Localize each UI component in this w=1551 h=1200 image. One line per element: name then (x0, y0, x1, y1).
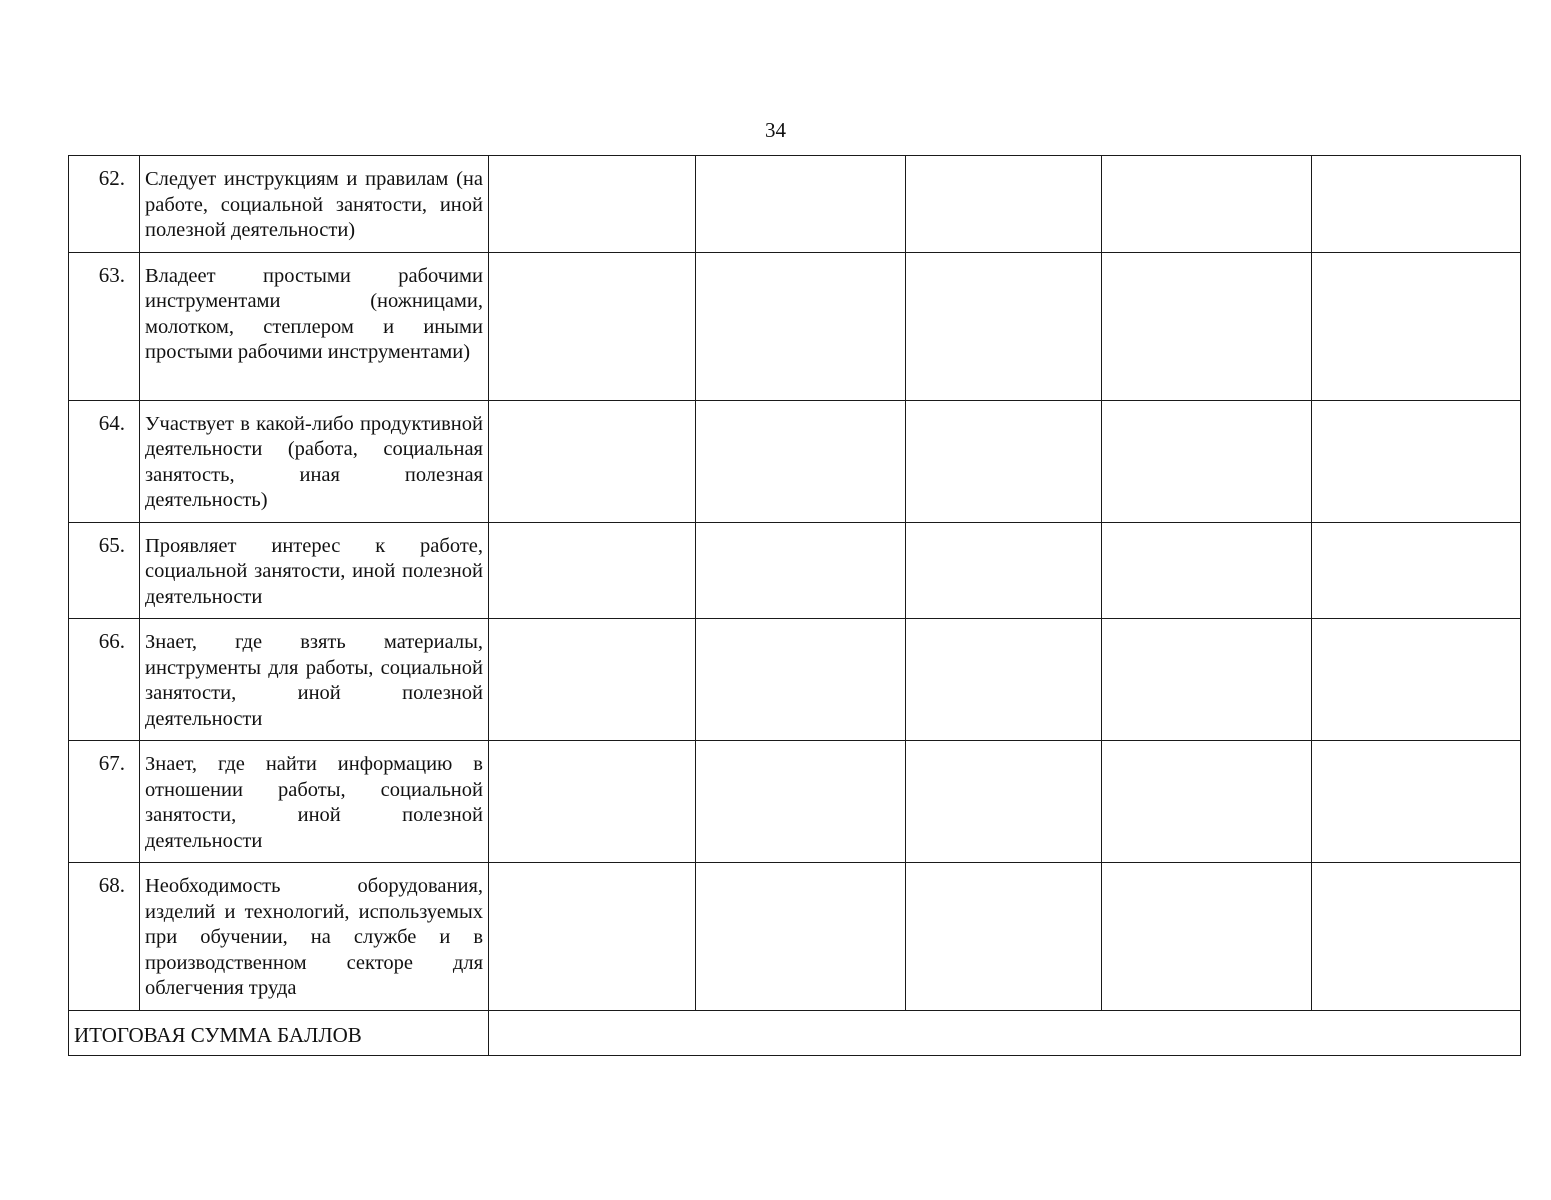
score-cell (1102, 252, 1312, 400)
score-cell (696, 522, 906, 619)
row-criterion: Необходимость оборудования, изделий и технологий, используемых при обучении, на службе и в производственном секторе для облегчения труда (140, 863, 489, 1011)
score-cell (1102, 863, 1312, 1011)
score-cell (906, 522, 1102, 619)
score-cell (1102, 400, 1312, 522)
score-cell (1102, 522, 1312, 619)
table-row (69, 741, 1521, 863)
score-cell (1312, 522, 1521, 619)
score-cell (489, 252, 696, 400)
total-row (69, 1010, 1521, 1055)
score-cell (489, 619, 696, 741)
score-cell (906, 863, 1102, 1011)
table-row (69, 156, 1521, 253)
row-number: 64. (69, 400, 140, 522)
score-cell (1312, 252, 1521, 400)
table-row (69, 619, 1521, 741)
row-number: 68. (69, 863, 140, 1011)
score-cell (696, 741, 906, 863)
score-cell (906, 400, 1102, 522)
score-cell (1312, 619, 1521, 741)
score-cell (696, 252, 906, 400)
row-number: 63. (69, 252, 140, 400)
page-number: 34 (765, 118, 786, 142)
score-cell (906, 252, 1102, 400)
row-criterion: Участвует в какой-либо продуктивной деятельности (работа, социальная занятость, иная полезная деятельность) (140, 400, 489, 522)
row-criterion: Знает, где взять материалы, инструменты для работы, социальной занятости, иной полезной деятельности (140, 619, 489, 741)
score-cell (1102, 741, 1312, 863)
score-cell (1312, 741, 1521, 863)
score-cell (1102, 619, 1312, 741)
table-row (69, 863, 1521, 1011)
score-cell (489, 400, 696, 522)
row-number: 66. (69, 619, 140, 741)
score-cell (489, 741, 696, 863)
table-row (69, 400, 1521, 522)
score-cell (489, 522, 696, 619)
score-cell (696, 400, 906, 522)
score-cell (696, 156, 906, 253)
score-cell (906, 741, 1102, 863)
row-number: 67. (69, 741, 140, 863)
score-cell (489, 156, 696, 253)
score-cell (489, 863, 696, 1011)
row-criterion: Следует инструкциям и правилам (на работе, социальной занятости, иной полезной деятельности) (140, 156, 489, 253)
table-row (69, 252, 1521, 400)
table-row (69, 522, 1521, 619)
row-criterion: Проявляет интерес к работе, социальной занятости, иной полезной деятельности (140, 522, 489, 619)
score-cell (696, 619, 906, 741)
score-cell (1312, 156, 1521, 253)
score-cell (1312, 863, 1521, 1011)
score-cell (906, 619, 1102, 741)
score-cell (906, 156, 1102, 253)
total-label: ИТОГОВАЯ СУММА БАЛЛОВ (69, 1010, 489, 1055)
total-value (489, 1010, 1521, 1055)
score-cell (1312, 400, 1521, 522)
row-number: 62. (69, 156, 140, 253)
row-number: 65. (69, 522, 140, 619)
score-cell (1102, 156, 1312, 253)
row-criterion: Знает, где найти информацию в отношении работы, социальной занятости, иной полезной деятельности (140, 741, 489, 863)
assessment-table (68, 155, 1521, 1056)
row-criterion: Владеет простыми рабочими инструментами (ножницами, молотком, степлером и иными простыми рабочими инструментами) (140, 252, 489, 400)
score-cell (696, 863, 906, 1011)
